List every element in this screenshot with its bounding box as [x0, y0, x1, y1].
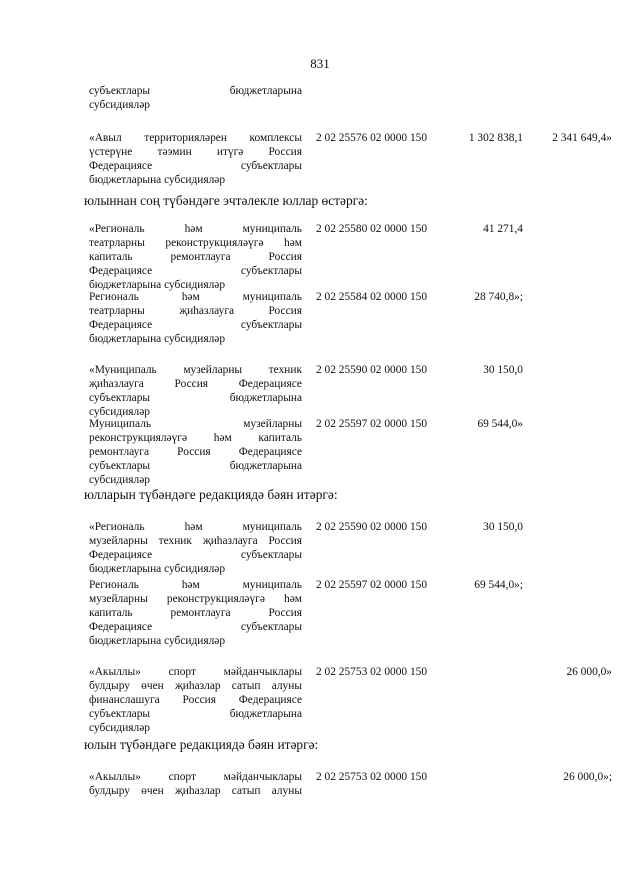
description-line: субсидияләр: [89, 98, 150, 111]
description-line: Федерациясе субъектлары: [89, 264, 302, 277]
instruction-text: юлын түбәндәге редакциядә бәян итәргә:: [84, 737, 319, 752]
description-line: җиһазлауга Россия Федерациясе: [89, 377, 302, 390]
amount-column-2: 26 000,0»: [566, 666, 612, 678]
budget-code: 2 02 25597 02 0000 150: [316, 579, 428, 591]
budget-code: 2 02 25576 02 0000 150: [316, 132, 428, 144]
budget-code: 2 02 25584 02 0000 150: [316, 291, 428, 303]
description-line: бюджетларына субсидияләр: [89, 173, 226, 186]
description-line: бюджетларына субсидияләр: [89, 278, 226, 291]
description-line: «Региональ һәм муниципаль: [89, 521, 302, 533]
description-line: бюджетларына субсидияләр: [89, 332, 226, 345]
amount-column-1: 30 150,0: [483, 364, 523, 376]
instruction-text: юлларын түбәндәге редакциядә бәян итәргә:: [84, 487, 338, 502]
budget-code: 2 02 25590 02 0000 150: [316, 521, 428, 533]
amount-column-2: 26 000,0»;: [563, 771, 612, 783]
description-line: Региональ һәм муниципаль: [89, 579, 302, 591]
description-line: субсидияләр: [89, 721, 150, 734]
description-line: бюджетларына субсидияләр: [89, 562, 226, 575]
description-line: Региональ һәм муниципаль: [89, 291, 302, 303]
budget-code: 2 02 25590 02 0000 150: [316, 364, 428, 376]
description-line: булдыру өчен җиһазлар сатып алуны: [89, 679, 302, 692]
row-description: [89, 771, 302, 799]
amount-column-1: 69 544,0»: [477, 418, 523, 430]
description-line: Федерациясе субъектлары: [89, 159, 302, 172]
description-line: субъектлары бюджетларына: [89, 391, 302, 404]
description-line: субсидияләр: [89, 473, 150, 486]
description-line: «Авыл территорияләрен комплексы: [89, 132, 302, 144]
amount-column-1: 1 302 838,1: [468, 132, 523, 144]
instruction-text: юлыннан соң түбәндәге эчтәлекле юллар өстәргә:: [84, 193, 368, 208]
description-line: «Акыллы» спорт мәйданчыклары: [89, 666, 302, 678]
description-line: «Акыллы» спорт мәйданчыклары: [89, 771, 302, 783]
row-description: [89, 579, 302, 649]
row-description: [89, 521, 302, 577]
description-line: театрларны реконструкцияләүгә һәм: [89, 236, 302, 249]
description-line: субсидияләр: [89, 405, 150, 418]
description-line: бюджетларына субсидияләр: [89, 634, 226, 647]
description-line: субъектлары бюджетларына: [89, 459, 302, 472]
description-line: «Муниципаль музейларны техник: [89, 364, 302, 376]
row-description: [89, 291, 302, 347]
row-description: [89, 418, 302, 488]
description-line: «Региональ һәм муниципаль: [89, 223, 302, 235]
budget-code: 2 02 25753 02 0000 150: [316, 666, 428, 678]
description-line: реконструкцияләүгә һәм капиталь: [89, 431, 302, 444]
amount-column-1: 41 271,4: [483, 223, 523, 235]
description-line: театрларны җиһазлауга Россия: [89, 304, 302, 317]
row-description: [89, 223, 302, 293]
description-line: субъектлары бюджетларына: [89, 85, 302, 97]
description-line: булдыру өчен җиһазлар сатып алуны: [89, 784, 302, 797]
page-number: 831: [310, 56, 330, 71]
description-line: капиталь ремонтлауга Россия: [89, 606, 302, 619]
budget-code: 2 02 25580 02 0000 150: [316, 223, 428, 235]
description-line: субъектлары бюджетларына: [89, 707, 302, 720]
row-description: [89, 85, 302, 113]
row-description: [89, 666, 302, 736]
budget-code: 2 02 25597 02 0000 150: [316, 418, 428, 430]
amount-column-2: 2 341 649,4»: [552, 132, 612, 144]
description-line: финанслашуга Россия Федерациясе: [89, 693, 302, 706]
description-line: музейларны реконструкцияләүгә һәм: [89, 592, 302, 605]
description-line: Муниципаль музейларны: [89, 418, 302, 430]
amount-column-1: 69 544,0»;: [474, 579, 523, 591]
description-line: Федерациясе субъектлары: [89, 318, 302, 331]
description-line: үстерүне тәэмин итүгә Россия: [89, 145, 302, 158]
description-line: музейларны техник җиһазлауга Россия: [89, 534, 302, 547]
amount-column-1: 30 150,0: [483, 521, 523, 533]
amount-column-1: 28 740,8»;: [474, 291, 523, 303]
description-line: Федерациясе субъектлары: [89, 548, 302, 561]
row-description: [89, 132, 302, 188]
budget-code: 2 02 25753 02 0000 150: [316, 771, 428, 783]
description-line: Федерациясе субъектлары: [89, 620, 302, 633]
description-line: капиталь ремонтлауга Россия: [89, 250, 302, 263]
description-line: ремонтлауга Россия Федерациясе: [89, 445, 302, 458]
row-description: [89, 364, 302, 420]
